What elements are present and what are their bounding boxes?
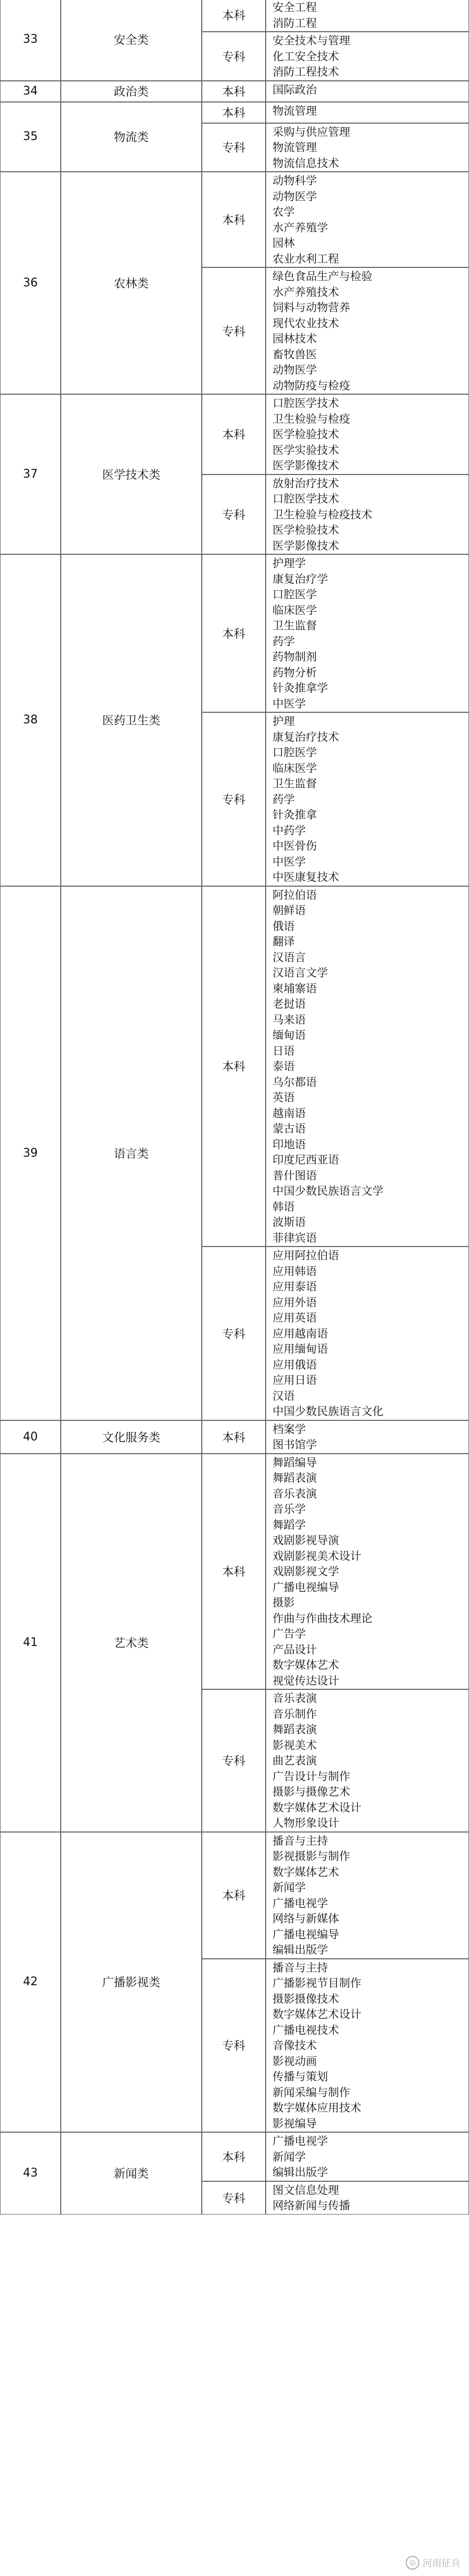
major-item: 数字媒体艺术 (273, 1865, 339, 1878)
major-item: 饲料与动物营养 (273, 301, 350, 314)
major-item: 越南语 (273, 1106, 306, 1120)
major-item: 口腔医学技术 (273, 397, 339, 410)
row-number-cell: 36 (0, 172, 61, 394)
major-item: 广播影视节目制作 (273, 1977, 361, 1989)
major-item: 园林 (273, 237, 295, 249)
major-item: 畜牧兽医 (273, 348, 317, 361)
row-number-cell: 41 (0, 1454, 61, 1832)
major-item: 中国少数民族语言文化 (273, 1405, 383, 1418)
major-item: 农业水利工程 (273, 252, 339, 265)
majors-cell (266, 81, 469, 102)
majors-cell (266, 712, 469, 886)
major-item: 临床医学 (273, 761, 317, 775)
major-item: 应用外语 (273, 1296, 317, 1309)
majors-cell (266, 394, 469, 475)
majors-cell (266, 1420, 469, 1454)
major-item: 舞蹈表演 (273, 1723, 317, 1736)
major-item: 中医骨伤 (273, 840, 317, 852)
major-item: 舞蹈编导 (273, 1456, 317, 1469)
majors-cell (266, 1689, 469, 1832)
major-item: 动物医学 (273, 190, 317, 203)
major-item: 摄影与摄像艺术 (273, 1785, 350, 1798)
major-item: 安全技术与管理 (273, 34, 350, 47)
major-item: 护理学 (273, 557, 306, 570)
level-cell: 专科 (202, 123, 266, 172)
major-item: 印度尼西亚语 (273, 1154, 339, 1166)
major-item: 广告设计与制作 (273, 1770, 350, 1783)
major-item: 广播电视技术 (273, 2023, 339, 2036)
major-item: 音乐表演 (273, 1692, 317, 1705)
level-cell: 专科 (202, 32, 266, 81)
major-item: 编辑出版学 (273, 1943, 328, 1956)
major-item: 蒙古语 (273, 1122, 306, 1135)
major-item: 老挝语 (273, 998, 306, 1010)
major-item: 人物形象设计 (273, 1817, 339, 1829)
level-cell: 本科 (202, 0, 266, 32)
major-item: 药学 (273, 635, 295, 648)
major-item: 汉语言 (273, 951, 306, 964)
major-item: 医学检验技术 (273, 428, 339, 441)
category-cell: 政治类 (61, 81, 202, 102)
level-cell: 本科 (202, 1454, 266, 1690)
major-item: 园林技术 (273, 332, 317, 345)
major-item: 放射治疗技术 (273, 477, 339, 490)
major-item: 临床医学 (273, 603, 317, 617)
major-item: 柬埔寨语 (273, 982, 317, 995)
major-item: 作曲与作曲技术理论 (273, 1612, 372, 1625)
level-cell: 专科 (202, 712, 266, 886)
majors-cell (266, 2132, 469, 2181)
major-item: 卫生监督 (273, 777, 317, 790)
major-item: 数字媒体艺术 (273, 1659, 339, 1671)
major-item: 缅甸语 (273, 1029, 306, 1041)
major-item: 物流信息技术 (273, 156, 339, 170)
major-item: 消防工程技术 (273, 66, 339, 78)
majors-cell (266, 554, 469, 712)
major-item: 绿色食品生产与检验 (273, 270, 372, 283)
major-item: 影视动画 (273, 2054, 317, 2068)
level-cell: 专科 (202, 1247, 266, 1420)
major-item: 俄语 (273, 919, 295, 933)
level-cell: 本科 (202, 81, 266, 102)
watermark (406, 2556, 461, 2570)
major-item: 动物防疫与检疫 (273, 379, 350, 392)
major-item: 网络新闻与传播 (273, 2199, 350, 2212)
major-item: 摄影 (273, 1596, 295, 1609)
major-item: 戏剧影视导演 (273, 1534, 339, 1547)
major-item: 应用越南语 (273, 1327, 328, 1340)
category-cell: 医学技术类 (61, 394, 202, 554)
majors-cell (266, 1832, 469, 1959)
majors-cell (266, 2181, 469, 2215)
major-item: 广播电视编导 (273, 1580, 339, 1594)
major-item: 新闻学 (273, 1881, 306, 1894)
major-item: 韩语 (273, 1200, 295, 1213)
level-cell: 专科 (202, 2181, 266, 2215)
major-item: 翻译 (273, 935, 295, 948)
major-item: 广告学 (273, 1628, 306, 1640)
major-item: 汉语言文学 (273, 966, 328, 979)
major-item: 曲艺表演 (273, 1754, 317, 1767)
major-item: 影视编导 (273, 2117, 317, 2130)
majors-cell (266, 0, 469, 32)
major-item: 影视摄影与制作 (273, 1850, 350, 1863)
majors-cell (266, 475, 469, 555)
major-item: 编辑出版学 (273, 2166, 328, 2179)
category-cell: 广播影视类 (61, 1832, 202, 2133)
major-item: 康复治疗学 (273, 572, 328, 585)
major-item: 新闻采编与制作 (273, 2086, 350, 2099)
category-cell: 新闻类 (61, 2132, 202, 2215)
row-number-cell: 34 (0, 81, 61, 102)
major-item: 中药学 (273, 824, 306, 837)
major-item: 物流管理 (273, 104, 317, 117)
major-item: 印地语 (273, 1138, 306, 1151)
major-item: 汉语 (273, 1389, 295, 1402)
major-item: 国际政治 (273, 83, 317, 96)
major-item: 口腔医学 (273, 588, 317, 601)
major-item: 网络与新媒体 (273, 1912, 339, 1925)
major-item: 现代农业技术 (273, 317, 339, 330)
row-number-cell: 38 (0, 554, 61, 886)
major-item: 消防工程 (273, 16, 317, 30)
major-item: 中国少数民族语言文学 (273, 1185, 383, 1197)
major-item: 音乐学 (273, 1503, 306, 1515)
row-number-cell: 40 (0, 1420, 61, 1454)
row-number-cell: 33 (0, 0, 61, 81)
major-item: 医学影像技术 (273, 459, 339, 472)
major-item: 普什图语 (273, 1169, 317, 1182)
majors-cell (266, 1454, 469, 1690)
major-item: 康复治疗技术 (273, 730, 339, 743)
majors-cell (266, 123, 469, 172)
major-item: 舞蹈学 (273, 1518, 306, 1531)
level-cell: 专科 (202, 267, 266, 394)
major-item: 应用英语 (273, 1312, 317, 1324)
major-item: 乌尔都语 (273, 1075, 317, 1089)
level-cell: 本科 (202, 394, 266, 475)
major-item: 阿拉伯语 (273, 888, 317, 901)
major-item: 针灸推拿学 (273, 682, 328, 694)
row-number-cell: 37 (0, 394, 61, 554)
category-cell: 艺术类 (61, 1454, 202, 1832)
major-item: 医学影像技术 (273, 539, 339, 552)
major-item: 舞蹈表演 (273, 1472, 317, 1484)
major-item: 应用俄语 (273, 1358, 317, 1371)
major-item: 产品设计 (273, 1643, 317, 1656)
major-item: 菲律宾语 (273, 1231, 317, 1244)
major-item: 农学 (273, 206, 295, 218)
major-item: 应用韩语 (273, 1264, 317, 1278)
major-item: 动物科学 (273, 174, 317, 187)
category-cell: 文化服务类 (61, 1420, 202, 1454)
level-cell: 本科 (202, 2132, 266, 2181)
major-item: 动物医学 (273, 364, 317, 376)
major-item: 水产养殖学 (273, 221, 328, 234)
majors-cell (266, 1247, 469, 1420)
major-item: 采购与供应管理 (273, 125, 350, 138)
major-item: 药物制剂 (273, 650, 317, 663)
majors-cell (266, 886, 469, 1247)
category-cell: 安全类 (61, 0, 202, 81)
major-item: 戏剧影视文学 (273, 1565, 339, 1578)
majors-cell (266, 102, 469, 123)
major-item: 播音与主持 (273, 1961, 328, 1974)
row-number-cell: 35 (0, 102, 61, 172)
major-item: 口腔医学技术 (273, 492, 339, 505)
row-number-cell: 39 (0, 886, 61, 1420)
wechat-logo-icon: ◎ (406, 2556, 419, 2570)
watermark-text: 河南征兵 (423, 2558, 461, 2569)
major-item: 化工安全技术 (273, 50, 339, 63)
major-item: 中医康复技术 (273, 871, 339, 884)
row-number-cell: 42 (0, 1832, 61, 2133)
major-item: 卫生检验与检疫 (273, 412, 350, 425)
major-item: 图书馆学 (273, 1438, 317, 1451)
major-item: 医学实验技术 (273, 443, 339, 457)
level-cell: 本科 (202, 172, 266, 267)
major-item: 针灸推拿 (273, 808, 317, 821)
major-item: 摄影摄像技术 (273, 1992, 339, 2005)
major-item: 应用泰语 (273, 1280, 317, 1293)
major-item: 数字媒体应用技术 (273, 2101, 361, 2114)
level-cell: 本科 (202, 1420, 266, 1454)
majors-cell (266, 1959, 469, 2133)
major-item: 口腔医学 (273, 746, 317, 759)
category-cell: 医药卫生类 (61, 554, 202, 886)
major-item: 应用日语 (273, 1374, 317, 1387)
major-item: 水产养殖技术 (273, 285, 339, 299)
major-item: 物流管理 (273, 141, 317, 154)
major-item: 传播与策划 (273, 2070, 328, 2083)
major-item: 戏剧影视美术设计 (273, 1549, 361, 1563)
level-cell: 本科 (202, 102, 266, 123)
major-item: 日语 (273, 1044, 295, 1057)
level-cell: 本科 (202, 886, 266, 1247)
major-item: 药物分析 (273, 666, 317, 679)
row-number-cell: 43 (0, 2132, 61, 2215)
major-item: 音像技术 (273, 2039, 317, 2052)
major-item: 波斯语 (273, 1216, 306, 1229)
majors-cell (266, 172, 469, 267)
category-cell: 语言类 (61, 886, 202, 1420)
major-item: 卫生监督 (273, 619, 317, 632)
major-item: 视觉传达设计 (273, 1674, 339, 1687)
major-item: 护理 (273, 715, 295, 728)
major-item: 安全工程 (273, 1, 317, 14)
major-item: 应用缅甸语 (273, 1343, 328, 1355)
majors-cell (266, 32, 469, 81)
major-item: 广播电视学 (273, 1896, 328, 1910)
level-cell: 专科 (202, 1689, 266, 1832)
major-item: 应用阿拉伯语 (273, 1249, 339, 1262)
majors-cell (266, 267, 469, 394)
major-item: 新闻学 (273, 2150, 306, 2163)
major-item: 音乐表演 (273, 1487, 317, 1500)
category-cell: 农林类 (61, 172, 202, 394)
major-item: 医学检验技术 (273, 524, 339, 536)
level-cell: 本科 (202, 554, 266, 712)
major-item: 药学 (273, 793, 295, 806)
major-item: 广播电视学 (273, 2135, 328, 2147)
major-item: 卫生检验与检疫技术 (273, 508, 372, 521)
major-item: 广播电视编导 (273, 1928, 339, 1941)
major-item: 中医学 (273, 855, 306, 868)
level-cell: 本科 (202, 1832, 266, 1959)
major-item: 播音与主持 (273, 1834, 328, 1847)
major-item: 档案学 (273, 1422, 306, 1436)
major-item: 数字媒体艺术设计 (273, 2008, 361, 2021)
major-item: 英语 (273, 1091, 295, 1104)
major-item: 朝鲜语 (273, 904, 306, 917)
major-item: 中医学 (273, 697, 306, 710)
major-item: 泰语 (273, 1060, 295, 1073)
major-item: 音乐制作 (273, 1707, 317, 1721)
major-item: 图文信息处理 (273, 2183, 339, 2197)
major-item: 影视美术 (273, 1738, 317, 1752)
level-cell: 专科 (202, 1959, 266, 2133)
major-item: 马来语 (273, 1013, 306, 1026)
level-cell: 专科 (202, 475, 266, 555)
major-item: 数字媒体艺术设计 (273, 1801, 361, 1814)
category-cell: 物流类 (61, 102, 202, 172)
